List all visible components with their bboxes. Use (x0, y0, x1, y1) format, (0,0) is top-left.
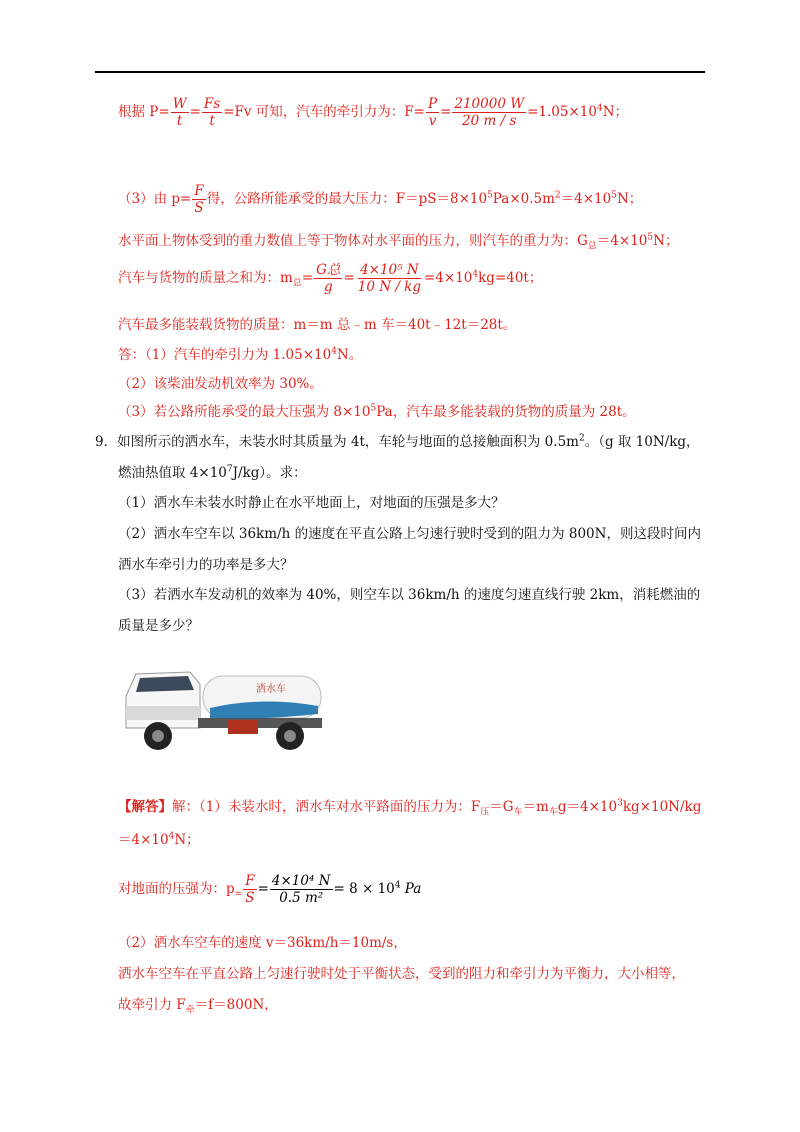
question-9-part-3-cont: 质量是多少？ (118, 618, 199, 634)
truck-chassis (198, 718, 322, 728)
fraction-f-over-s: $\frac{F}{S}$ (194, 183, 204, 216)
truck-label: 洒水车 (256, 684, 286, 695)
answer-line-3: （3）若公路所能承受的最大压强为 $8\times 10^5Pa$，汽车最多能装载的货物的质量为 28t。 (118, 403, 636, 420)
truck-windshield (136, 676, 194, 692)
answer-line-2: （2）该柴油发动机效率为 30%。 (118, 376, 323, 392)
answer-9-line-2: $=4\times 10^4N$； (118, 831, 200, 848)
solution-line-cargo-mass: 汽车最多能装载货物的质量：m＝m 总﹣m 车＝40t﹣12t＝28t。 (118, 317, 517, 333)
truck-fuel-tank (228, 720, 258, 734)
water-truck-image (118, 656, 328, 756)
answer-9-speed: （2）洒水车空车的速度 v＝36km/h＝10m/s， (118, 935, 407, 951)
question-9-part-1: （1）洒水车未装水时静止在水平地面上，对地面的压强是多大？ (118, 495, 505, 511)
answer-9-balance: 洒水车空车在平直公路上匀速行驶时处于平衡状态，受到的阻力和牵引力为平衡力，大小相等， (118, 966, 685, 982)
question-9-part-2: （2）洒水车空车以 36km/h 的速度在平直公路上匀速行驶时受到的阻力为 800N，则这段时间内 (118, 526, 701, 542)
header-rule (95, 71, 705, 73)
answer-9-line-1: 【解答】解：（1）未装水时，洒水车对水平路面的压力为：$F_压=G_车=m_车g=4\times 10^3kg\times 10N/kg$ (118, 798, 702, 818)
answer-9-pressure: 对地面的压强为：$p_=$ $\frac{F}{S}$ = $\frac{\text{4×10⁴ N}}{\text{0.5 m²}}$ = $8 \times 10^4$ Pa (118, 873, 422, 906)
solution-line-traction-force: 根据 P= $\frac{W}{t}$ = $\frac{Fs}{t}$ =Fv 可知，汽车的牵引力为：F= $\frac{P}{v}$ = $\frac{210000 W}{20 m / s}$ $=1.05\times 10^4N$； (118, 96, 628, 129)
fraction-fs-over-t: $\frac{Fs}{t}$ (203, 96, 221, 129)
solution-line-total-mass: 汽车与货物的质量之和为：$m_总=$ $\frac{\text{G总}}{g}$ = $\frac{\text{4×10⁵ N}}{10 N / kg}$ $=4\times 10^4kg=40t$； (118, 262, 543, 295)
question-9-line-2: 燃油热值取 $4\times 10^7J/kg$）。求： (118, 464, 307, 481)
question-9-part-3: （3）若洒水车发动机的效率为 40%，则空车以 36km/h 的速度匀速直线行驶 2km，消耗燃油的 (118, 587, 701, 603)
truck-bumper (126, 706, 200, 720)
answer-line-1: 答：（1）汽车的牵引力为 $1.05\times 10^4N$。 (118, 346, 363, 363)
fraction-w-over-t: $\frac{W}{t}$ (172, 96, 187, 129)
question-9-part-2-cont: 洒水车牵引力的功率是多大？ (118, 557, 294, 573)
solution-line-max-pressure: （3）由 p= $\frac{F}{S}$ 得，公路所能承受的最大压力：$F=pS=8\times 10^5Pa\times 0.5m^2=4\times 10^5N$； (118, 183, 643, 216)
fraction-p-over-v: $\frac{P}{v}$ (427, 96, 438, 129)
answer-9-traction: 故牵引力 $F_牵=f=800N$， (118, 997, 278, 1016)
fraction-force-over-area: $\frac{\text{4×10⁴ N}}{\text{0.5 m²}}$ (271, 873, 331, 906)
fraction-g-total-over-g: $\frac{\text{G总}}{g}$ (316, 262, 341, 295)
solution-line-car-weight: 水平面上物体受到的重力数值上等于物体对水平面的压力，则汽车的重力为：$G_总=4\times 10^5N$； (118, 232, 679, 252)
fraction-power-over-speed: $\frac{210000 W}{20 m / s}$ (454, 96, 525, 129)
fraction-weight-over-g: $\frac{\text{4×10⁵ N}}{10 N / kg}$ (357, 262, 421, 295)
fraction-f-over-s-2: $\frac{F}{S}$ (245, 873, 255, 906)
question-9-line-1: 9．如图所示的洒水车，未装水时其质量为 4t，车轮与地面的总接触面积为 $0.5m^2$。（g 取 10N/kg， (95, 433, 700, 450)
